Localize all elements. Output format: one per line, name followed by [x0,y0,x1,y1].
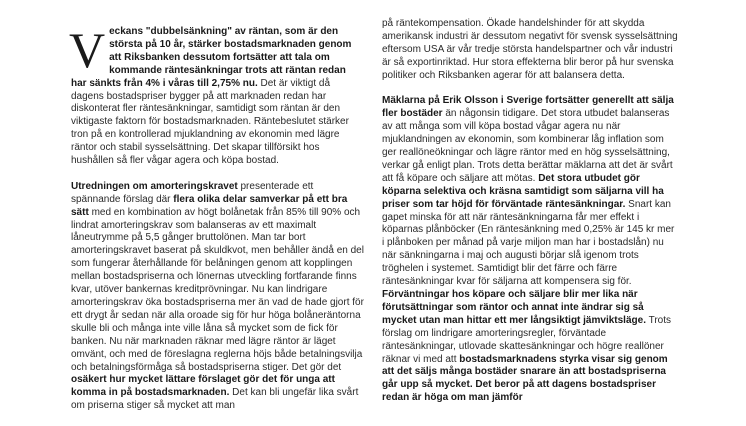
right-column-flow [382,18,678,418]
brokers-text-1: än någonsin tidigare. Det stora utbudet balanseras av att många som vill köpa bostad vågar agera nu när mjuklandningen av ekonomin, som kombinerar låg inflation som ger reallöneökningar och lägre räntor med en hög sysselsättning, verkar gå enligt plan. Trots detta berättar mäklarna att det är svårt att få köpare och säljare att mötas. [382,108,673,184]
intro-body: Det är viktigt då dagens bostadspriser bygger på att marknaden redan har diskonterat fler räntesänkningar, samtidigt som räntan är den viktigaste faktorn för bostadsmarknaden. Räntebeslutet stärker tron på en kontrollerad mjuklandning av ekonomin med lägre räntor och stabil sysselsättning. Det skapar tillförsikt hos hushållen så fler vågar agera och köpa bostad. [71,77,349,167]
brokers-bold-c: bostadsmarknadens styrka visar sig genom att det säljs många bostäder snarare än att bostadspriserna går upp så mycket. Det beror på att dagens bostadspriser redan är höga om man jämför [382,353,668,404]
drop-cap: V [69,22,106,78]
amortization-bold-end: osäkert hur mycket lättare förslaget gör det för unga att komma in på bostadsmarknaden. [71,374,335,399]
amortization-bold-mid: flera olika delar samverkar på ett bra sätt [71,193,348,218]
brokers-bold-lead: Mäklarna på Erik Olsson i Sverige fortsätter generellt att sälja fler bostäder [382,95,674,120]
amortization-text-2: med en kombination av högt bolånetak från 85% till 90% och lindrat amorteringskrav som balanseras av ett maximalt låneutrymme på 5,5 gånger bruttolönen. Man tar bort amorteringskravet baserat på skuldkvot, men behåller ändå en del som fungerar återhållande för belåningen genom att kopplingen mellan bostadspriserna och lönernas utveckling fortfarande finns kvar, utöver bankernas kreditprövningar. Nu kan lindrigare amorteringskrav öka bostadspriserna mer än vad de hade gjort för ett drygt år sedan när alla oroade sig för hur höga bolåneräntorna skulle bli och många inte ville låna så mycket som de fick för banken. Nu när marknaden räknar med lägre räntor är läget omvänt, och med de föreslagna reglerna höjs både betalningsvilja och betalningsförmåga så bostadspriserna stiger. Det gör det [71,206,364,373]
amortization-bold-lead: Utredningen om amorteringskravet [71,180,238,192]
paragraph-amortization [71,181,364,413]
amortization-text-3: Det kan bli ungefär lika svårt om priserna stiger så mycket att man [71,387,359,412]
brokers-bold-b: Förväntningar hos köpare och säljare blir mer lika när förutsättningar som räntor och annat inte ändrar sig så mycket utan man hittar ett mer långsiktigt jämviktsläge. [382,289,646,326]
paragraph-trade: på räntekompensation. Ökade handelshinder för att skydda amerikansk industri är dessutom negativt för svensk sysselsättning eftersom USA är vår tredje största handelspartner och vår industri är så exportinriktad. Hur stora effekterna blir beror på hur svenska politiker och Riksbanken agerar för att balansera detta. [382,18,678,81]
brokers-text-3: Trots förslag om lindrigare amorteringsregler, förväntade räntesänkningar, utlovade skattesänkningar och högre reallöner räknar vi med att [382,314,671,365]
brokers-text-2: Snart kan gapet minska för att när räntesänkningarna får mer effekt i köparnas plånböcker (En räntesänkning med 0,25% är 145 kr mer i plånboken per månad på varje miljon man har i bostadslån) nu när sänkningarna i maj och augusti börjar slå igenom trots tröghelen i systemet. Samtidigt blir det färre och färre räntesänkningar kvar för säljarna att kompensera sig för. [382,198,675,288]
left-column [69,22,364,426]
brokers-bold-a: Det stora utbudet gör köparna selektiva och kräsna samtidigt som säljarna vill ha priser som tar höjd för förväntade räntesänkningar. [382,172,664,210]
intro-bold-lead: eckans "dubbelsänkning" av räntan, som är den största på 10 år, stärker bostadsmarknaden genom att Riksbanken dessutom fortsätter att tala om kommande räntesänkningar trots att räntan redan har sänkts från 4% i våras till 2,75% nu. [71,26,352,89]
paragraph-brokers [382,95,678,405]
amortization-text-1: presenterade ett spännande förslag där [71,180,314,205]
paragraph-intro [69,22,364,168]
